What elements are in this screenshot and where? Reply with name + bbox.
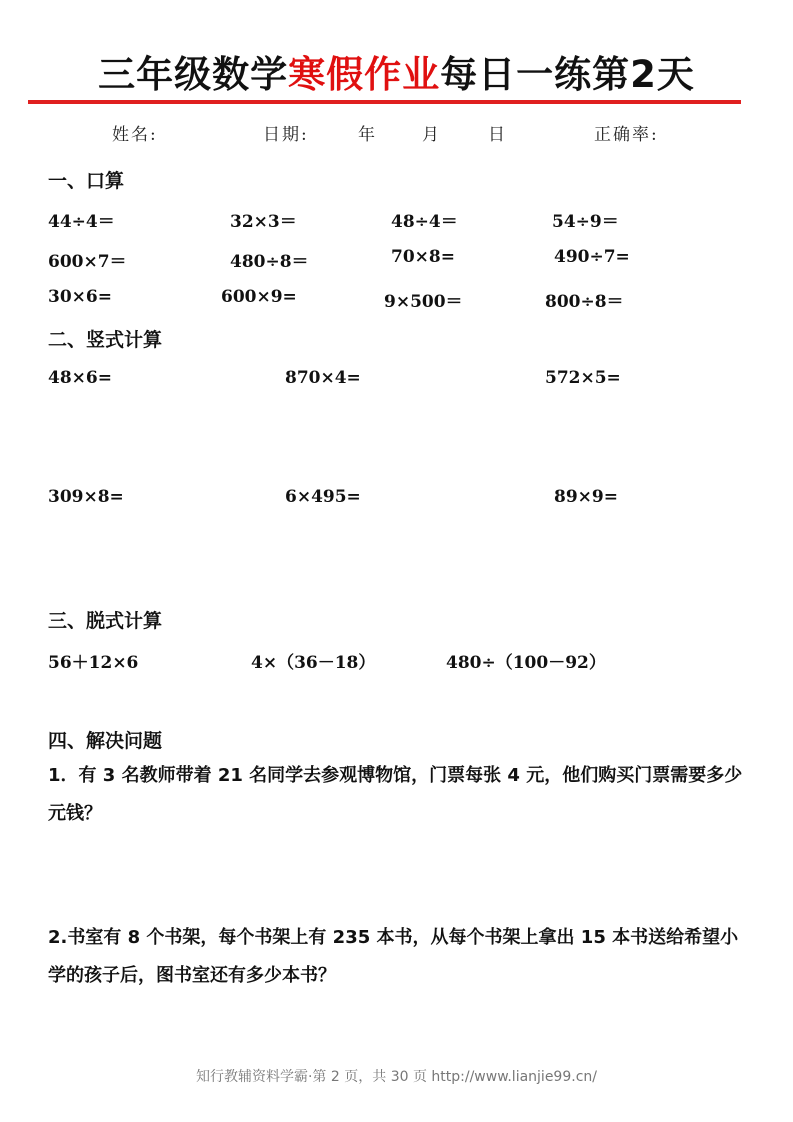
- oral-item: 600×9=: [221, 287, 297, 307]
- year-label: 年: [358, 125, 377, 145]
- vertical-item: 89×9=: [554, 487, 618, 507]
- stepwise-item: 56＋12×6: [48, 653, 139, 673]
- word-problem-1: 1．有 3 名教师带着 21 名同学去参观博物馆，门票每张 4 元，他们购买门票需要多少元钱？: [48, 765, 743, 824]
- month-label: 月: [422, 125, 441, 145]
- section-heading-vertical: 二、竖式计算: [48, 329, 163, 351]
- section-heading-stepwise: 三、脱式计算: [48, 610, 163, 632]
- accuracy-label: 正确率:: [594, 125, 659, 145]
- oral-item: 32×3＝: [230, 212, 297, 232]
- vertical-item: 870×4=: [285, 368, 361, 388]
- section-heading-problems: 四、解决问题: [48, 730, 163, 752]
- oral-item: 800÷8＝: [545, 292, 624, 312]
- stepwise-item: 4×（36－18）: [251, 653, 376, 673]
- word-problem-2: 2.书室有 8 个书架，每个书架上有 235 本书，从每个书架上拿出 15 本书送给希望小学的孩子后，图书室还有多少本书？: [48, 927, 739, 986]
- oral-item: 30×6=: [48, 287, 112, 307]
- oral-item: 490÷7=: [554, 247, 630, 267]
- stepwise-item: 480÷（100－92）: [446, 653, 606, 673]
- title-part1: 三年级数学: [98, 53, 289, 96]
- oral-item: 600×7＝: [48, 252, 127, 272]
- oral-item: 44÷4＝: [48, 212, 115, 232]
- section-heading-oral: 一、口算: [48, 170, 125, 192]
- title-underline: [28, 100, 741, 104]
- oral-item: 54÷9＝: [552, 212, 619, 232]
- vertical-item: 6×495=: [285, 487, 361, 507]
- title-part2: 每日一练第2天: [440, 53, 695, 96]
- oral-item: 9×500＝: [384, 292, 463, 312]
- oral-item: 48÷4＝: [391, 212, 458, 232]
- vertical-item: 572×5=: [545, 368, 621, 388]
- oral-item: 480÷8＝: [230, 252, 309, 272]
- title-highlight: 寒假作业: [288, 53, 441, 96]
- page-title: [0, 44, 793, 98]
- day-label: 日: [488, 125, 507, 145]
- date-label: 日期:: [263, 125, 309, 145]
- oral-item: 70×8=: [391, 247, 455, 267]
- name-label: 姓名:: [112, 125, 158, 145]
- vertical-item: 48×6=: [48, 368, 112, 388]
- vertical-item: 309×8=: [48, 487, 124, 507]
- page-footer: 知行教辅资料学霸·第 2 页，共 30 页 http://www.lianjie99.cn/: [195, 1069, 597, 1085]
